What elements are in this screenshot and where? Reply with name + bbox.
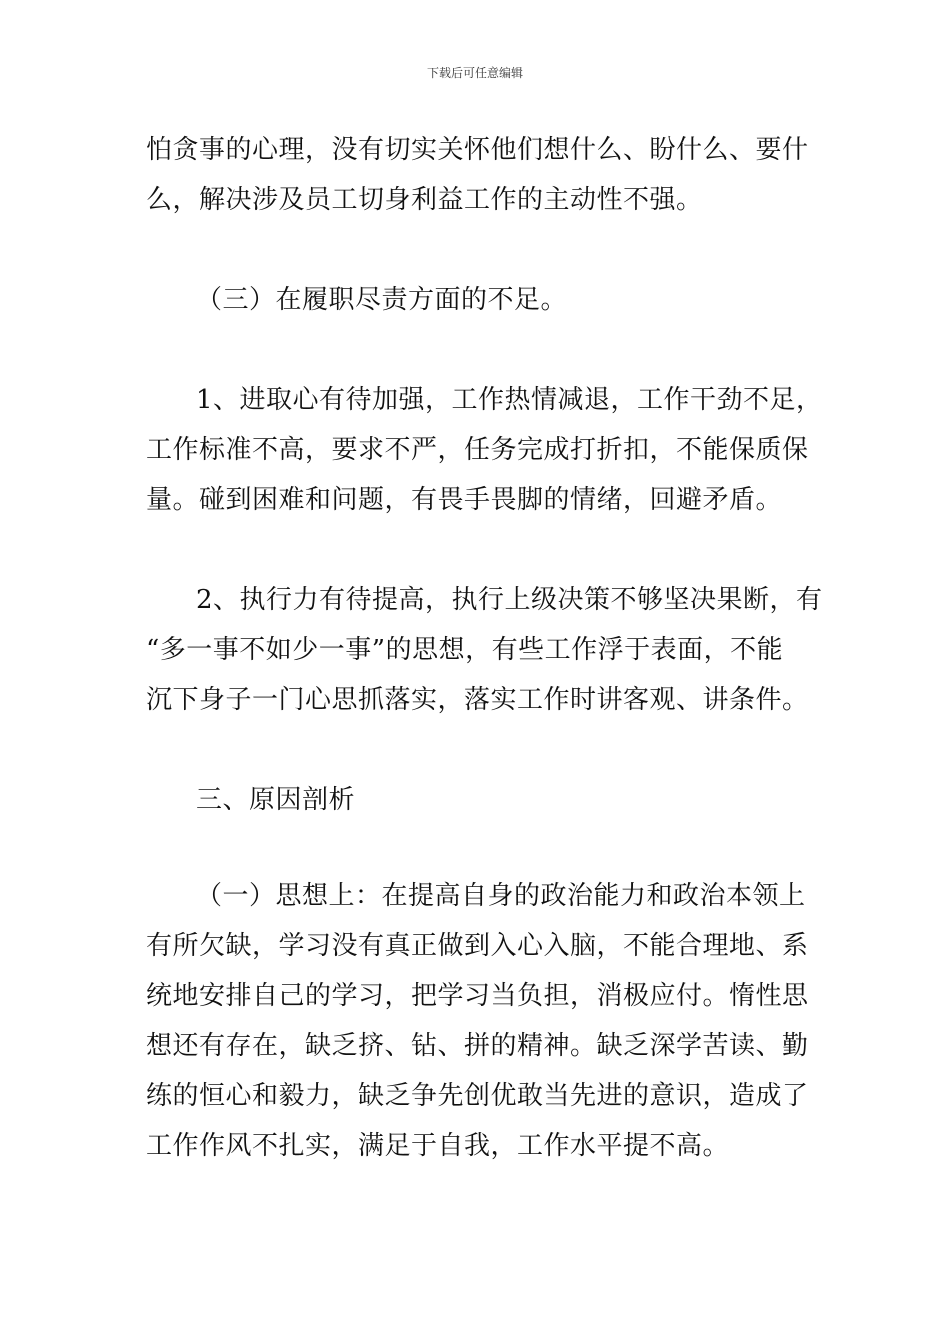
- paragraph-line: 练的恒心和毅力，缺乏争先创优敢当先进的意识，造成了: [146, 1081, 809, 1111]
- paragraph-line: 2、执行力有待提高，执行上级决策不够坚决果断，有: [196, 585, 823, 615]
- paragraph-line: 1、进取心有待加强，工作热情减退，工作干劲不足，: [196, 385, 823, 415]
- paragraph-line: “多一事不如少一事”的思想，有些工作浮于表面，不能: [146, 635, 784, 665]
- paragraph-line: 沉下身子一门心思抓落实，落实工作时讲客观、讲条件。: [146, 685, 809, 715]
- paragraph-line: 怕贪事的心理，没有切实关怀他们想什么、盼什么、要什: [146, 135, 809, 165]
- paragraph-line: 有所欠缺，学习没有真正做到入心入脑，不能合理地、系: [146, 931, 809, 961]
- paragraph-line: 工作作风不扎实，满足于自我，工作水平提不高。: [146, 1131, 730, 1161]
- paragraph-line: （一）思想上：在提高自身的政治能力和政治本领上: [196, 881, 806, 911]
- paragraph-line: 量。碰到困难和问题，有畏手畏脚的情绪，回避矛盾。: [146, 485, 783, 515]
- section-heading: 三、原因剖析: [196, 785, 356, 815]
- paragraph-line: 工作标准不高，要求不严，任务完成打折扣，不能保质保: [146, 435, 809, 465]
- paragraph-line: 么，解决涉及员工切身利益工作的主动性不强。: [146, 185, 703, 215]
- paragraph-line: 想还有存在，缺乏挤、钻、拼的精神。缺乏深学苦读、勤: [146, 1031, 809, 1061]
- section-subheading: （三）在履职尽责方面的不足。: [196, 285, 568, 315]
- paragraph-line: 统地安排自己的学习，把学习当负担，消极应付。惰性思: [146, 981, 809, 1011]
- page-header: 下载后可任意编辑: [426, 66, 523, 80]
